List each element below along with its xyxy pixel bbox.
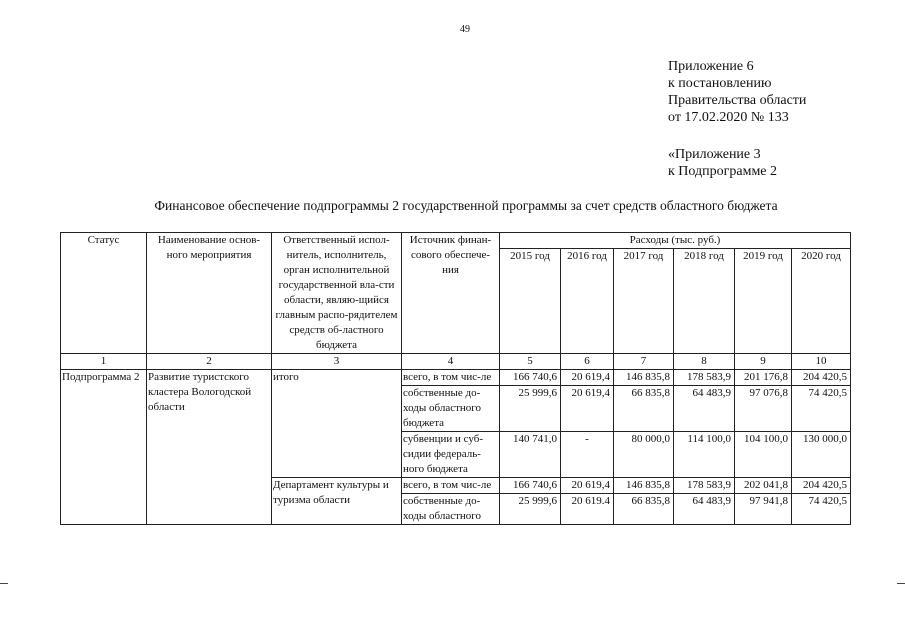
value-cell: 20 619.4: [561, 494, 614, 525]
column-number: 3: [272, 354, 402, 370]
value-cell: 25 999,6: [500, 386, 561, 432]
document-title: Финансовое обеспечение подпрограммы 2 государственной программы за счет средств областного бюджета: [154, 198, 778, 213]
value-cell: 166 740,6: [500, 370, 561, 386]
responsible-cell: Департамент культуры и туризма области: [272, 478, 402, 525]
value-cell: 146 835,8: [614, 370, 674, 386]
value-cell: 114 100,0: [674, 432, 735, 478]
value-cell: 97 941,8: [735, 494, 792, 525]
appendix-line: Правительства области: [668, 93, 807, 108]
source-cell: всего, в том чис-ле: [402, 478, 500, 494]
value-cell: 25 999,6: [500, 494, 561, 525]
financing-table: [60, 232, 851, 525]
value-cell: 80 000,0: [614, 432, 674, 478]
appendix-line: Приложение 6: [668, 59, 754, 74]
value-cell: 146 835,8: [614, 478, 674, 494]
header-responsible: Ответственный испол-нитель, исполнитель, орган исполнительной государственной вла-сти области, являю-щийся главным распо-рядителем средств об-ластного бюджета: [272, 233, 402, 354]
header-expenses: Расходы (тыс. руб.): [500, 233, 851, 249]
value-cell: -: [561, 432, 614, 478]
value-cell: 178 583,9: [674, 478, 735, 494]
source-cell: собственные до-ходы областного бюджета: [402, 386, 500, 432]
header-year: 2017 год: [614, 249, 674, 354]
column-number: 1: [61, 354, 147, 370]
page-edge-mark: [897, 583, 905, 584]
header-year: 2016 год: [561, 249, 614, 354]
header-year: 2018 год: [674, 249, 735, 354]
value-cell: 66 835,8: [614, 494, 674, 525]
value-cell: 104 100,0: [735, 432, 792, 478]
table-row: [61, 370, 851, 386]
source-cell: всего, в том чис-ле: [402, 370, 500, 386]
header-year: 2020 год: [792, 249, 851, 354]
appendix-block: [668, 58, 806, 126]
appendix-line: к постановлению: [668, 76, 772, 91]
page-edge-mark: [0, 583, 8, 584]
page-number: 49: [460, 24, 470, 35]
responsible-cell: итого: [272, 370, 402, 478]
column-number: 2: [147, 354, 272, 370]
column-number: 10: [792, 354, 851, 370]
appendix-line: от 17.02.2020 № 133: [668, 110, 789, 125]
source-cell: субвенции и суб-сидии федераль-ного бюджета: [402, 432, 500, 478]
header-source: Источник финан-сового обеспече-ния: [402, 233, 500, 354]
value-cell: 201 176,8: [735, 370, 792, 386]
header-name: Наименование основ-ного мероприятия: [147, 233, 272, 354]
header-year: 2019 год: [735, 249, 792, 354]
status-cell: Подпрограмма 2: [61, 370, 147, 525]
value-cell: 20 619,4: [561, 478, 614, 494]
value-cell: 97 076,8: [735, 386, 792, 432]
column-number-row: [61, 354, 851, 370]
column-number: 6: [561, 354, 614, 370]
value-cell: 202 041,8: [735, 478, 792, 494]
header-status: Статус: [61, 233, 147, 354]
value-cell: 166 740,6: [500, 478, 561, 494]
appendix-block-2: [668, 146, 777, 180]
header-year: 2015 год: [500, 249, 561, 354]
column-number: 5: [500, 354, 561, 370]
value-cell: 204 420,5: [792, 478, 851, 494]
value-cell: 130 000,0: [792, 432, 851, 478]
value-cell: 74 420,5: [792, 386, 851, 432]
value-cell: 20 619,4: [561, 370, 614, 386]
value-cell: 66 835,8: [614, 386, 674, 432]
column-number: 9: [735, 354, 792, 370]
column-number: 8: [674, 354, 735, 370]
value-cell: 20 619,4: [561, 386, 614, 432]
column-number: 4: [402, 354, 500, 370]
appendix-line: к Подпрограмме 2: [668, 164, 778, 179]
value-cell: 64 483,9: [674, 494, 735, 525]
value-cell: 140 741,0: [500, 432, 561, 478]
value-cell: 64 483,9: [674, 386, 735, 432]
activity-name-cell: Развитие туристского кластера Вологодской области: [147, 370, 272, 525]
value-cell: 74 420,5: [792, 494, 851, 525]
appendix-line: «Приложение 3: [668, 147, 761, 162]
column-number: 7: [614, 354, 674, 370]
value-cell: 178 583,9: [674, 370, 735, 386]
value-cell: 204 420,5: [792, 370, 851, 386]
source-cell: собственные до-ходы областного: [402, 494, 500, 525]
